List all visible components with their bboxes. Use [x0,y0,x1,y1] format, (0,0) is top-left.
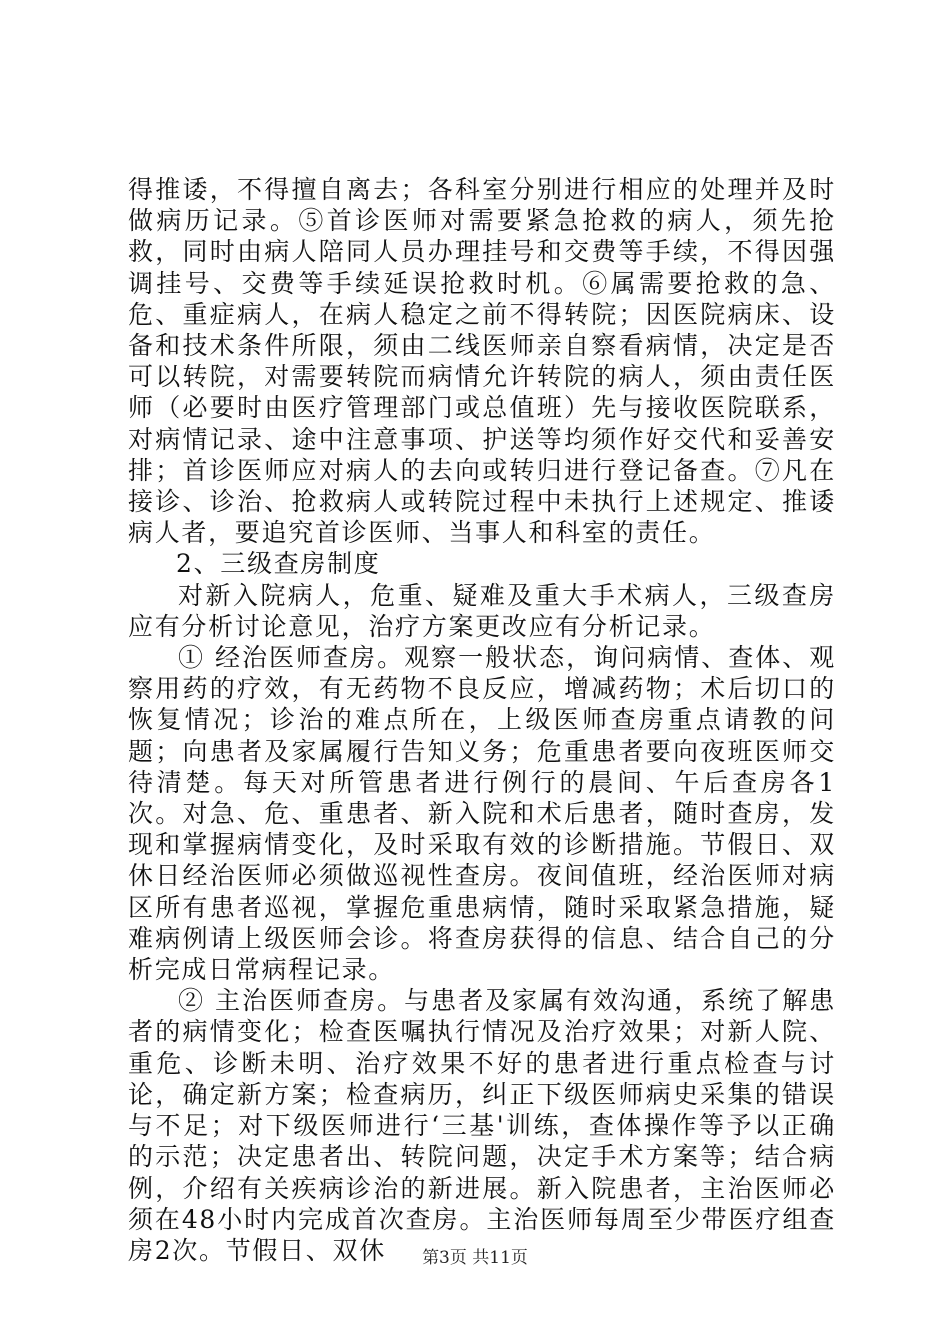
paragraph-attending-rounds: ② 主治医师查房。与患者及家属有效沟通，系统了解患者的病情变化；检查医嘱执行情况及治疗效果；对新人院、重危、诊断未明、治疗效果不好的患者进行重点检查与讨论，确定新方案；检查病历，纠正下级医师病史采集的错误与不足；对下级医师进行‘三基'训练，查体操作等予以正确的示范；决定患者出、转院问题，决定手术方案等；结合病例，介绍有关疾病诊治的新进展。新入院患者，主治医师必须在48小时内完成首次查房。主治医师每周至少带医疗组查房2次。节假日、双休 [128,986,836,1265]
paragraph-intro: 对新入院病人，危重、疑难及重大手术病人，三级查房应有分析讨论意见，治疗方案更改应有分析记录。 [128,580,836,641]
paragraph-continuation: 得推诿，不得擅自离去；各科室分别进行相应的处理并及时做病历记录。⑤首诊医师对需要紧急抢救的病人，须先抢救，同时由病人陪同人员办理挂号和交费等手续，不得因强调挂号、交费等手续延误抢救时机。⑥属需要抢救的急、危、重症病人，在病人稳定之前不得转院；因医院病床、设备和技术条件所限，须由二线医师亲自察看病情，决定是否可以转院，对需要转院而病情允许转院的病人，须由责任医师（必要时由医疗管理部门或总值班）先与接收医院联系，对病情记录、途中注意事项、护送等均须作好交代和妥善安排；首诊医师应对病人的去向或转归进行登记备查。⑦凡在接诊、诊治、抢救病人或转院过程中未执行上述规定、推诿病人者，要追究首诊医师、当事人和科室的责任。 [128,175,836,548]
paragraph-resident-rounds: ① 经治医师查房。观察一般状态，询问病情、查体、观察用药的疗效，有无药物不良反应，增减药物；术后切口的恢复情况；诊治的难点所在，上级医师查房重点请教的问题；向患者及家属履行告知义务；危重患者要向夜班医师交待清楚。每天对所管患者进行例行的晨间、午后查房各1次。对急、危、重患者、新入院和术后患者，随时查房，发现和掌握病情变化，及时采取有效的诊断措施。节假日、双休日经治医师必须做巡视性查房。夜间值班，经治医师对病区所有患者巡视，掌握危重患病情，随时采取紧急措施，疑难病例请上级医师会诊。将查房获得的信息、结合自己的分析完成日常病程记录。 [128,643,836,985]
document-body [128,174,836,1266]
page-number-footer: 第3页 共11页 [422,1248,528,1268]
section-heading: 2、三级查房制度 [176,549,381,579]
